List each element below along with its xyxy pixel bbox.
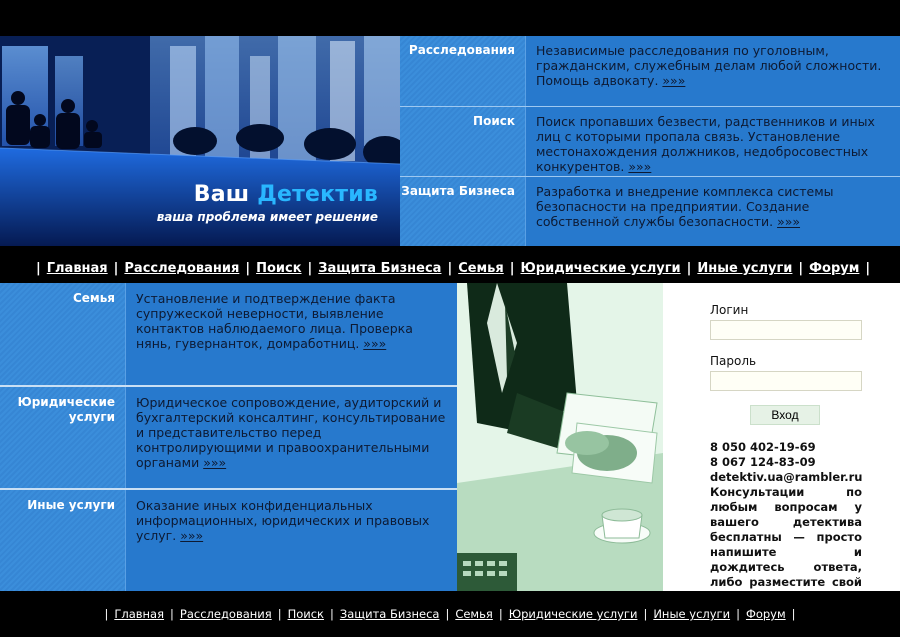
footer-separator: | — [498, 607, 503, 621]
nav-item-business-protection[interactable]: Защита Бизнеса — [318, 261, 442, 276]
brand-word-2: Детектив — [257, 182, 378, 207]
service-text: Независимые расследования по уголовным, гражданским, служебным делам любой сложности. Помощь адвокату. — [536, 43, 882, 88]
nav-separator: | — [509, 261, 515, 276]
service-label: Защита Бизнеса — [400, 177, 526, 246]
service-row-business-protection — [400, 176, 900, 246]
service-label: Расследования — [400, 36, 526, 106]
service-description — [126, 490, 457, 591]
more-link[interactable]: »»» — [180, 528, 204, 543]
nav-item-search[interactable]: Поиск — [256, 261, 302, 276]
service-row-legal — [0, 387, 457, 490]
nav-separator: | — [686, 261, 692, 276]
service-label: Юридические услуги — [0, 387, 126, 488]
nav-separator: | — [36, 261, 41, 276]
service-text: Поиск пропавших безвести, радственников и иных лиц с которыми пропала связь. Установление местонахождения должников, недобросовестных конкурентов. — [536, 114, 875, 174]
footer-separator: | — [736, 607, 740, 621]
footer-link-search[interactable]: Поиск — [287, 607, 324, 621]
footer-link-legal-services[interactable]: Юридические услуги — [508, 607, 638, 621]
nav-separator: | — [307, 261, 313, 276]
service-label: Семья — [0, 283, 126, 385]
nav-item-home[interactable]: Главная — [46, 261, 108, 276]
service-description — [526, 36, 900, 106]
footer-link-investigations[interactable]: Расследования — [179, 607, 272, 621]
service-description — [126, 387, 457, 488]
nav-item-legal-services[interactable]: Юридические услуги — [520, 261, 681, 276]
nav-separator: | — [245, 261, 251, 276]
nav-item-investigations[interactable]: Расследования — [124, 261, 240, 276]
service-description — [526, 177, 900, 246]
service-row-family — [0, 283, 457, 387]
footer-separator: | — [170, 607, 174, 621]
footer-separator: | — [445, 607, 450, 621]
password-label: Пароль — [710, 354, 757, 368]
service-text: Юридическое сопровождение, аудиторский и бухгалтерский консалтинг, консультирование и представительство перед контролирующими и правоохранительными органами — [136, 395, 446, 470]
nav-item-family[interactable]: Семья — [458, 261, 504, 276]
nav-separator: | — [798, 261, 804, 276]
contact-info — [710, 440, 862, 605]
handshake-photo-image — [457, 283, 663, 591]
phone-2: 8 067 124-83-09 — [710, 455, 816, 469]
login-button[interactable]: Вход — [750, 405, 820, 425]
nav-separator: | — [113, 261, 119, 276]
more-link[interactable]: »»» — [628, 159, 652, 174]
service-text: Установление и подтверждение факта супружеской неверности, выявление контактов наблюдаемого лица. Проверка нянь, гувернанток, домработниц. — [136, 291, 413, 351]
footer-separator: | — [791, 607, 796, 621]
more-link[interactable]: »»» — [203, 455, 227, 470]
service-row-investigations — [400, 36, 900, 106]
main-nav — [0, 255, 900, 282]
email-link[interactable]: detektiv.ua@rambler.ru — [710, 470, 863, 484]
nav-separator: | — [865, 261, 871, 276]
service-text: Разработка и внедрение комплекса системы безопасности на предприятии. Создание собственной службы безопасности. — [536, 184, 834, 229]
footer-separator: | — [104, 607, 109, 621]
footer-link-business-protection[interactable]: Защита Бизнеса — [339, 607, 440, 621]
consultation-note: Консультации по любым вопросам у вашего детектива бесплатны — просто напишите и дождитесь ответа, либо разместите свой — [710, 485, 862, 589]
footer-separator: | — [330, 607, 334, 621]
site-brand — [194, 182, 378, 207]
login-label: Логин — [710, 303, 749, 317]
footer-link-home[interactable]: Главная — [114, 607, 165, 621]
hero-banner — [0, 36, 400, 246]
login-panel — [663, 283, 900, 591]
more-link[interactable]: »»» — [662, 73, 686, 88]
nav-separator: | — [447, 261, 453, 276]
site-slogan: ваша проблема имеет решение — [156, 210, 378, 224]
brand-word-1: Ваш — [193, 182, 250, 207]
footer-link-family[interactable]: Семья — [455, 607, 493, 621]
footer-separator: | — [643, 607, 648, 621]
service-row-other — [0, 490, 457, 591]
footer-separator: | — [277, 607, 282, 621]
service-description — [526, 107, 900, 176]
top-bar — [0, 0, 900, 36]
service-row-search — [400, 106, 900, 176]
more-link[interactable]: »»» — [363, 336, 387, 351]
service-text: Оказание иных конфиденциальных информационных, юридических и правовых услуг. — [136, 498, 430, 543]
phone-1: 8 050 402-19-69 — [710, 440, 816, 454]
service-description — [126, 283, 457, 385]
password-input[interactable] — [710, 371, 862, 391]
login-input[interactable] — [710, 320, 862, 340]
footer-link-forum[interactable]: Форум — [745, 607, 786, 621]
nav-item-other-services[interactable]: Иные услуги — [697, 261, 793, 276]
service-label: Поиск — [400, 107, 526, 176]
service-label: Иные услуги — [0, 490, 126, 591]
nav-item-forum[interactable]: Форум — [809, 261, 860, 276]
footer-link-other-services[interactable]: Иные услуги — [653, 607, 731, 621]
more-link[interactable]: »»» — [777, 214, 801, 229]
footer-nav — [0, 591, 900, 637]
